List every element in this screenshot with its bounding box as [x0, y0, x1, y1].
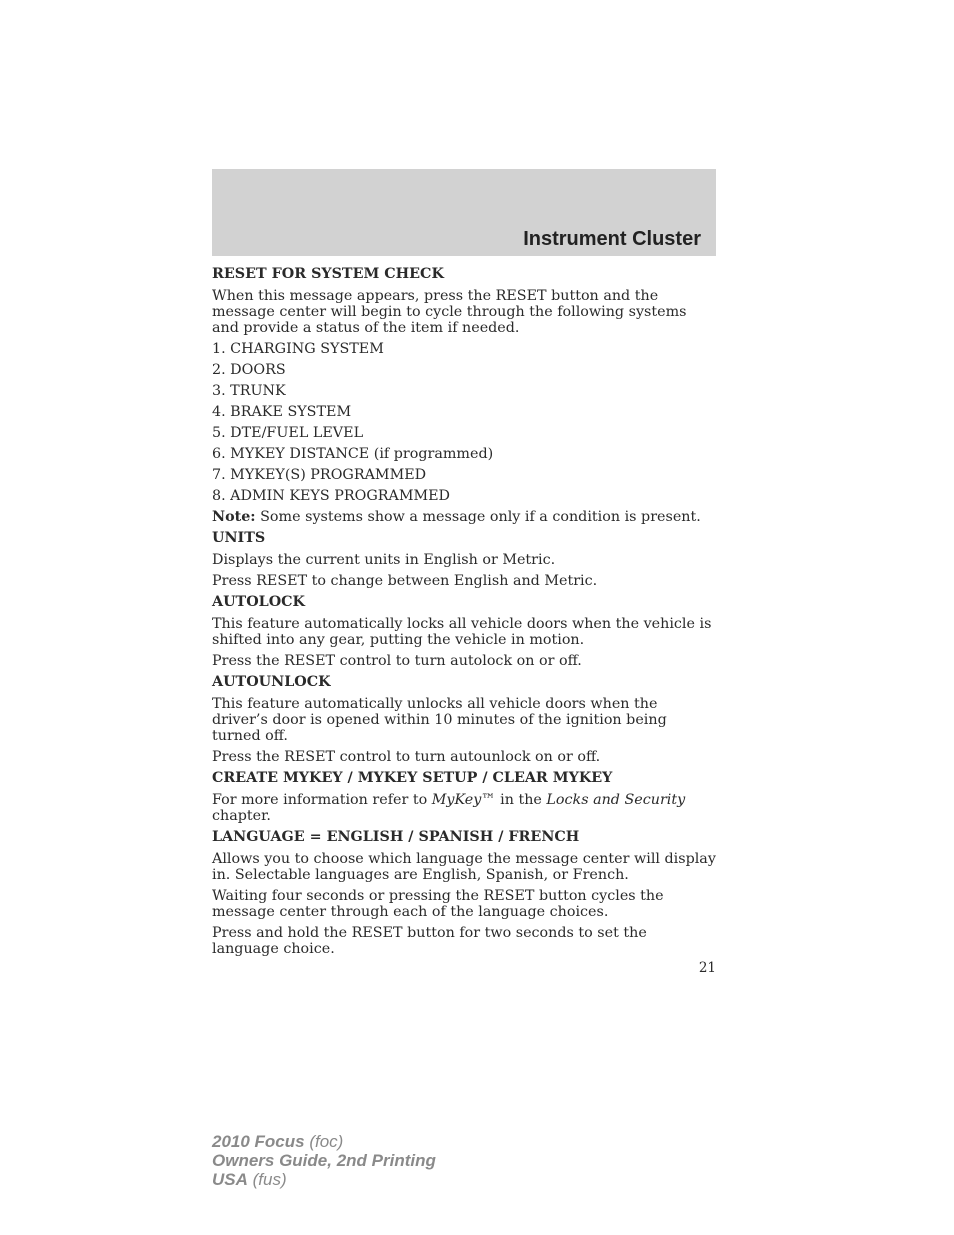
note-paragraph — [212, 509, 716, 525]
mykey-text-prefix: For more information refer to — [212, 792, 432, 808]
language-paragraph-2: Waiting four seconds or pressing the RESET button cycles the message center through each of the language choices. — [212, 888, 664, 920]
list-item: 7. MYKEY(S) PROGRAMMED — [212, 467, 427, 483]
language-paragraph-1: Allows you to choose which language the message center will display in. Selectable languages are English, Spanish, or French. — [212, 851, 716, 883]
footer-line-guide — [212, 1151, 436, 1170]
footer-market-code: (fus) — [247, 1170, 287, 1189]
heading-language: LANGUAGE = ENGLISH / SPANISH / FRENCH — [212, 829, 580, 845]
footer-market: USA — [212, 1170, 248, 1189]
section-title: Instrument Cluster — [523, 228, 701, 250]
mykey-text-mid: in the — [495, 792, 547, 808]
autounlock-paragraph-2: Press the RESET control to turn autounlock on or off. — [212, 749, 601, 765]
section-header-band — [212, 169, 716, 256]
mykey-paragraph — [212, 792, 716, 824]
autolock-paragraph-2: Press the RESET control to turn autolock on or off. — [212, 653, 582, 669]
language-paragraph-3: Press and hold the RESET button for two seconds to set the language choice. — [212, 925, 647, 957]
list-item: 8. ADMIN KEYS PROGRAMMED — [212, 488, 450, 504]
locks-security-reference: Locks and Security — [546, 792, 686, 808]
list-item: 6. MYKEY DISTANCE (if programmed) — [212, 446, 494, 462]
footer-guide-name: Owners Guide, 2nd Printing — [212, 1151, 436, 1170]
page-number: 21 — [698, 960, 716, 976]
list-item: 2. DOORS — [212, 362, 286, 378]
footer-line-market — [212, 1170, 436, 1189]
autolock-paragraph-1: This feature automatically locks all vehicle doors when the vehicle is shifted into any gear, putting the vehicle in motion. — [212, 616, 712, 648]
list-item: 5. DTE/FUEL LEVEL — [212, 425, 364, 441]
reset-intro-paragraph: When this message appears, press the RESET button and the message center will begin to cycle through the following systems and provide a status of the item if needed. — [212, 288, 687, 336]
list-item: 1. CHARGING SYSTEM — [212, 341, 384, 357]
heading-autounlock: AUTOUNLOCK — [212, 674, 331, 690]
list-item: 4. BRAKE SYSTEM — [212, 404, 352, 420]
heading-reset-system-check: RESET FOR SYSTEM CHECK — [212, 266, 444, 282]
units-paragraph-2: Press RESET to change between English and Metric. — [212, 573, 598, 589]
heading-units: UNITS — [212, 530, 266, 546]
footer-line-model — [212, 1132, 436, 1151]
mykey-reference: MyKey™ — [431, 792, 496, 808]
units-paragraph-1: Displays the current units in English or Metric. — [212, 552, 556, 568]
footer-model-name: 2010 Focus — [212, 1132, 305, 1151]
note-text: Some systems show a message only if a condition is present. — [255, 509, 701, 525]
note-label: Note: — [212, 509, 256, 525]
list-item: 3. TRUNK — [212, 383, 286, 399]
document-footer — [212, 1132, 436, 1189]
heading-mykey: CREATE MYKEY / MYKEY SETUP / CLEAR MYKEY — [212, 770, 613, 786]
heading-autolock: AUTOLOCK — [212, 594, 305, 610]
autounlock-paragraph-1: This feature automatically unlocks all vehicle doors when the driver’s door is opened within 10 minutes of the ignition being turned off. — [212, 696, 667, 744]
mykey-text-suffix: chapter. — [212, 808, 271, 824]
footer-model-code: (foc) — [304, 1132, 344, 1151]
page-content — [212, 266, 716, 962]
